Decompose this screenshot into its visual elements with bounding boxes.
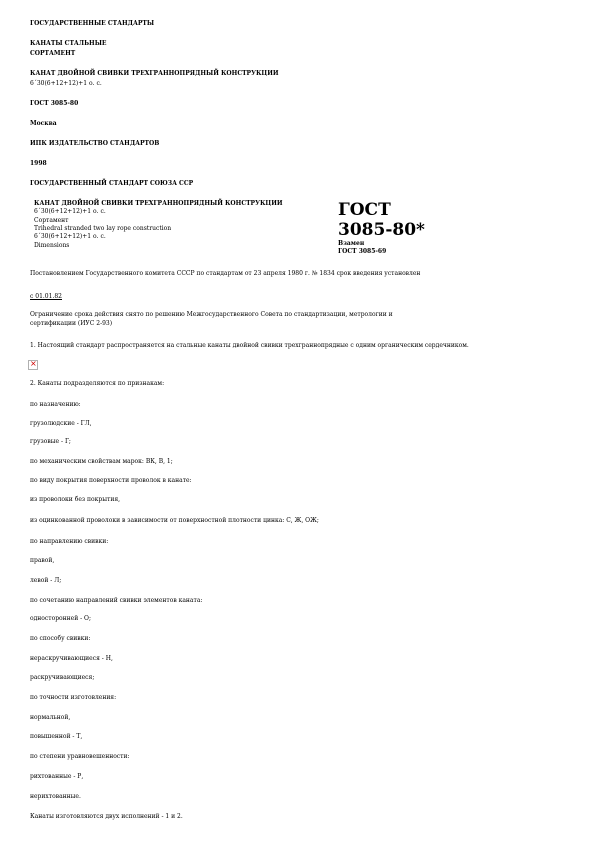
publication-year: 1998	[30, 160, 47, 167]
limitation-text-cont: сертификации (ИУС 2-93)	[30, 320, 113, 327]
list-item: Канаты изготовляются двух исполнений - 1 и 2.	[30, 813, 183, 820]
list-item: по способу свивки:	[30, 635, 91, 642]
list-item: односторонней - О;	[30, 615, 91, 622]
title-en: Trihedral stranded two lay rope construction	[34, 225, 172, 232]
list-item: грузолюдские - ГЛ,	[30, 420, 92, 427]
title-table	[30, 197, 570, 257]
list-item: рихтованные - Р,	[30, 773, 84, 780]
list-item: из оцинкованной проволоки в зависимости от поверхностной плотности цинка: С, Ж, ОЖ;	[30, 517, 319, 524]
group-subtitle: СОРТАМЕНТ	[30, 50, 76, 57]
document-construction: 6´30(6+12+12)+1 о. с.	[30, 80, 102, 87]
title-en-subtitle: Dimensions	[34, 242, 70, 249]
title-ru-subtitle: Сортамент	[34, 217, 69, 224]
group-title: КАНАТЫ СТАЛЬНЫЕ	[30, 40, 107, 47]
broken-image-icon: ×	[30, 359, 37, 368]
document-number: ГОСТ 3085-80	[30, 100, 79, 107]
title-ru: КАНАТ ДВОЙНОЙ СВИВКИ ТРЕХГРАННОПРЯДНЫЙ КОНСТРУКЦИИ	[34, 200, 283, 207]
document-title: КАНАТ ДВОЙНОЙ СВИВКИ ТРЕХГРАННОПРЯДНЫЙ КОНСТРУКЦИИ	[30, 70, 279, 77]
list-item: грузовые - Г;	[30, 438, 71, 445]
list-item: по сочетанию направлений свивки элементов каната:	[30, 597, 203, 604]
standards-series: ГОСУДАРСТВЕННЫЕ СТАНДАРТЫ	[30, 20, 155, 27]
city: Москва	[30, 120, 57, 127]
replaces-label: Взамен	[338, 240, 365, 247]
list-item: раскручивающиеся;	[30, 674, 95, 681]
list-item: из проволоки без покрытия,	[30, 496, 121, 503]
state-standard-heading: ГОСУДАРСТВЕННЫЙ СТАНДАРТ СОЮЗА ССР	[30, 180, 194, 187]
decree-text: Постановлением Государственного комитета СССР по стандартам от 23 апреля 1980 г. № 1834 срок введения установлен	[30, 270, 421, 277]
publisher: ИПК ИЗДАТЕЛЬСТВО СТАНДАРТОВ	[30, 140, 160, 147]
list-item: левой - Л;	[30, 577, 62, 584]
list-item: по виду покрытия поверхности проволок в канате:	[30, 477, 192, 484]
title-ru-construction: 6´30(6+12+12)+1 о. с.	[34, 208, 106, 215]
limitation-text: Ограничение срока действия снято по решению Межгосударственного Совета по стандартизации, метрологии и	[30, 311, 393, 318]
item-1: 1. Настоящий стандарт распространяется на стальные канаты двойной свивки трехграннопрядные с одним органическим сердечником.	[30, 342, 469, 349]
gost-number: 3085-80*	[338, 220, 425, 240]
list-item: нормальной,	[30, 714, 71, 721]
list-item: по степени уравновешенности:	[30, 753, 130, 760]
list-item: по механическим свойствам марок: ВК, В, 1;	[30, 458, 173, 465]
list-item: правой,	[30, 557, 55, 564]
gost-label: ГОСТ	[338, 200, 391, 220]
list-item: нерихтованные.	[30, 793, 81, 800]
replaces-value: ГОСТ 3085-69	[338, 248, 387, 255]
list-item: нераскручивающиеся - Н,	[30, 655, 113, 662]
list-item: повышенной - Т,	[30, 733, 83, 740]
list-item: по назначению:	[30, 401, 81, 408]
list-item: по точности изготовления:	[30, 694, 117, 701]
title-en-construction: 6´30(6+12+12)+1 о. с.	[34, 233, 106, 240]
intro-date-link[interactable]: с 01.01.82	[30, 293, 62, 300]
item-2: 2. Канаты подразделяются по признакам:	[30, 380, 165, 387]
list-item: по направлению свивки:	[30, 538, 109, 545]
